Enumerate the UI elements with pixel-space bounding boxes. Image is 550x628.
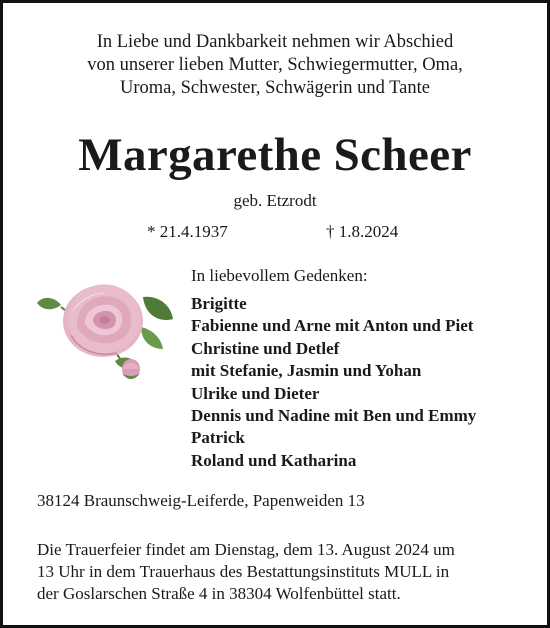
intro-line: Uroma, Schwester, Schwägerin und Tante bbox=[120, 78, 430, 98]
deceased-name: Margarethe Scheer bbox=[78, 129, 472, 181]
intro-line: von unserer lieben Mutter, Schwiegermutter, Oma, bbox=[87, 55, 463, 75]
remembrance-label: In liebevollem Gedenken: bbox=[191, 266, 368, 285]
mourner-entry: mit Stefanie, Jasmin und Yohan bbox=[191, 361, 422, 381]
mourner-entry: Patrick bbox=[191, 428, 245, 448]
pink-rose-icon bbox=[33, 265, 179, 389]
mourner-entry: Christine und Detlef bbox=[191, 338, 340, 358]
service-info bbox=[37, 539, 527, 605]
service-line: der Goslarschen Straße 4 in 38304 Wolfenbüttel statt. bbox=[37, 584, 401, 603]
mourner-entry: Ulrike und Dieter bbox=[191, 383, 320, 403]
mourner-entry: Fabienne und Arne mit Anton und Piet bbox=[191, 316, 474, 336]
mourners-list bbox=[191, 293, 476, 472]
service-line: 13 Uhr in dem Trauerhaus des Bestattungsinstituts MULL in bbox=[37, 562, 450, 581]
intro-line: In Liebe und Dankbarkeit nehmen wir Abschied bbox=[96, 32, 454, 52]
mourner-entry: Roland und Katharina bbox=[191, 450, 357, 470]
mourner-entry: Brigitte bbox=[191, 294, 247, 313]
birth-date: * 21.4.1937 bbox=[147, 222, 228, 241]
service-line: Die Trauerfeier findet am Dienstag, dem 13. August 2024 um bbox=[37, 540, 455, 559]
mourner-entry: Dennis und Nadine mit Ben und Emmy bbox=[191, 406, 477, 426]
maiden-name: geb. Etzrodt bbox=[233, 191, 317, 210]
family-address: 38124 Braunschweig-Leiferde, Papenweiden 13 bbox=[37, 491, 365, 510]
death-date: † 1.8.2024 bbox=[326, 222, 399, 241]
intro-text bbox=[3, 31, 547, 100]
